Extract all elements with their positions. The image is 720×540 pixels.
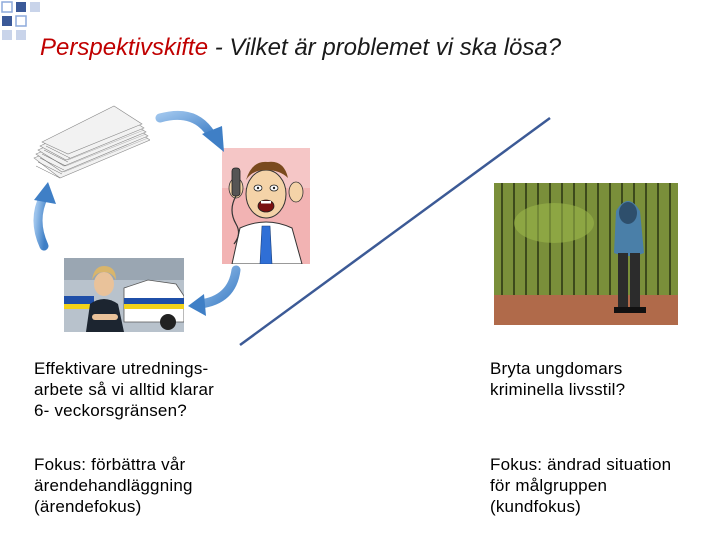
cycle-arrow-left bbox=[34, 182, 56, 246]
right-focus-line-3: (kundfokus) bbox=[490, 497, 582, 516]
right-question-line-1: Bryta ungdomars bbox=[490, 359, 623, 378]
slide-title bbox=[40, 34, 561, 62]
paper-stack-image bbox=[32, 100, 150, 180]
right-question bbox=[490, 358, 625, 400]
youth-graffiti-wall-image bbox=[494, 183, 678, 325]
right-focus bbox=[490, 454, 671, 517]
left-question-line-1: Effektivare utrednings- bbox=[34, 359, 209, 378]
left-focus-line-2: ärendehandläggning bbox=[34, 476, 193, 495]
left-focus bbox=[34, 454, 193, 517]
cycle-arrow-right bbox=[188, 270, 236, 316]
title-main: Perspektivskifte bbox=[40, 34, 209, 61]
right-focus-line-1: Fokus: ändrad situation bbox=[490, 455, 672, 474]
title-rest: - Vilket är problemet vi ska lösa? bbox=[208, 34, 562, 61]
left-focus-line-1: Fokus: förbättra vår bbox=[34, 455, 186, 474]
left-question bbox=[34, 358, 214, 421]
left-question-line-3: 6- veckorsgränsen? bbox=[34, 401, 187, 420]
police-officer-image bbox=[64, 258, 184, 332]
stressed-man-phone-image bbox=[222, 148, 310, 264]
right-focus-line-2: för målgruppen bbox=[490, 476, 608, 495]
left-question-line-2: arbete så vi alltid klarar bbox=[34, 380, 214, 399]
cycle-arrow-top bbox=[160, 115, 224, 152]
right-question-line-2: kriminella livsstil? bbox=[490, 380, 626, 399]
left-focus-line-3: (ärendefokus) bbox=[34, 497, 142, 516]
